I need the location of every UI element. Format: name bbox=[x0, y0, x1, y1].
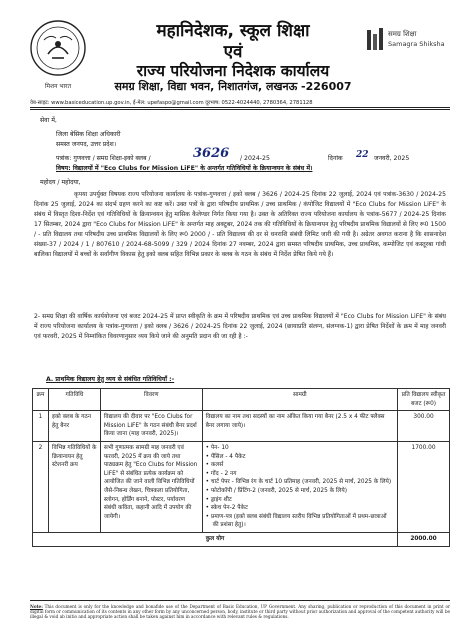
note-label: Note: bbox=[30, 604, 43, 609]
row-num: 1 bbox=[33, 411, 49, 442]
letter-subject: विषय: विद्यालयों में "Eco Clubs for Mission LiFE" के अन्तर्गत गतिविधियों के क्रियान्वयन के संबंध में। bbox=[56, 165, 313, 172]
office-title-line3: राज्य परियोजना निदेशक कार्यालय bbox=[136, 62, 330, 80]
material-item: • चार्ट पेपर - विभिन्न रंग के चार्ट 10 प्रतिमाह (जनवरी, 2025 से मार्च, 2025 के लिये) bbox=[206, 478, 394, 487]
column-header-activity: गतिविधि bbox=[48, 389, 100, 411]
material-item: • पेंसिल - 4 पैकेट bbox=[206, 453, 394, 462]
salutation: महोदय / महोदया, bbox=[40, 179, 81, 186]
row-materials bbox=[202, 441, 397, 532]
budget-table bbox=[32, 388, 450, 547]
row-amount: 1700.00 bbox=[398, 441, 450, 532]
recipient-line2: समस्त जनपद, उत्तर प्रदेश। bbox=[56, 141, 117, 148]
table-row bbox=[33, 411, 450, 442]
table-row bbox=[33, 441, 450, 532]
total-label: कुल योग bbox=[33, 532, 398, 546]
letterhead bbox=[0, 0, 466, 100]
row-num: 2 bbox=[33, 441, 49, 532]
footer-divider bbox=[30, 600, 450, 601]
note-text: This document is only for the knowledge and bonafide use of the Department of Basic Education, UP Government. Any sharing, publication or reproduction of this document in print or digital form or communication of its contents in any other form by any unconcerned person, body, institute or third party without prior authorization and approval of the competent authority will be illegal & void ab initio and appropriate action shall be taken against him in accordance with relevant rules & regulations. bbox=[30, 604, 450, 620]
header-divider bbox=[30, 107, 450, 108]
material-item: • फोटोकॉपी / प्रिंटिंग-2 (जनवरी, 2025 से मार्च, 2025 के लिये) bbox=[206, 487, 394, 496]
samagra-shiksha-subtitle: Samagra Shiksha bbox=[388, 40, 445, 48]
header-divider-thin bbox=[30, 109, 450, 110]
row-description: विद्यालय की दीवार पर "Eco Clubs for Mission LiFE" के गठन संबंधी बैनर प्रदर्श किया जाना (माह जनवरी, 2025)। bbox=[100, 411, 202, 442]
samagra-shiksha-title: समग्र शिक्षा bbox=[388, 30, 417, 38]
column-header-description: विवरण bbox=[100, 389, 202, 411]
date-suffix: जनवरी, 2025 bbox=[374, 155, 410, 162]
date-handwritten: 22 bbox=[356, 150, 369, 160]
row-description: सभी गुणात्मक सामग्री माह जनवरी एवं फरवरी, 2025 में क्रय की जाये तथा पाठ्यक्रम हेतु "Eco Clubs for Mission LiFE" से संबंधित प्रत्येक कार्यक्रम को आयोजित की जाने वाली विभिन्न गतिविधियों जैसे-निबन्ध लेखन, चित्रकला प्रतियोगिता, स्लोगन, होर्डिंग बनाने, पोस्टर, पर्यावरण संबंधी कविता, कहानी आदि में उपयोग की जायेगी। bbox=[100, 441, 202, 532]
total-amount: 2000.00 bbox=[398, 532, 450, 546]
table-total-row bbox=[33, 532, 450, 546]
addressee-greeting: सेवा में, bbox=[40, 117, 57, 124]
contact-line: वेब-साइट: www.basiceducation.up.gov.in, ई-मेल: upefaspo@gmail.com दूरभाष: 0522-4024440, 2780364, 2781128 bbox=[30, 100, 313, 106]
material-item: विद्यालय का नाम तथा सदस्यों का नाम अंकित किया गया बैनर (2.5 x 4 फीट फ्लैक्स बैनर लगाया जाये)। bbox=[205, 414, 385, 429]
material-item: • कलर्स bbox=[206, 461, 394, 470]
material-item: • प्रमाण-पत्र (इको क्लब संबंधी विद्यालय स्तरीय विभिन्न प्रतियोगिताओं में प्रथम-छात्राओं की प्रशंसा हेतु)। bbox=[206, 513, 394, 530]
material-item: • गोंद - 2 नग bbox=[206, 470, 394, 479]
paragraph-1: कृपया उपर्युक्त विषयक राज्य परियोजना कार्यालय के पत्रांक-गुणवत्ता / इको क्लब / 3626 / 2024-25 दिनांक 22 जुलाई, 2024 एवं पत्रांक-3630 / 2024-25 दिनांक 25 जुलाई, 2024 का संदर्भ ग्रहण करने का कष्ट करें। उक्त पत्रों के द्वारा परिषदीय प्राथमिक / उच्च प्राथमिक / कंपोजिट विद्यालयों में "Eco Clubs for Mission LiFE" के संबंध में विस्तृत दिशा-निर्देश एवं गतिविधियों के क्रियान्वयन हेतु मासिक कैलेण्डर निर्गत किया गया है। उक्त के अतिरिक्त राज्य परियोजना कार्यालय के पत्रांक-5677 / 2024-25 दिनांक 17 सितम्बर, 2024 द्वारा "Eco Clubs for Mission LiFE" के अन्तर्गत माह अक्टूबर, 2024 तक की गतिविधियों के क्रियान्वयन हेतु परिषदीय प्राथमिक विद्यालयों से लिए रू0 1500 / - प्रति विद्यालय तथा परिषदीय उच्च प्राथमिक विद्यालयों के लिए रू0 2000 / - प्रति विद्यालय की दर से धनराशि संबंधी लिमिट जारी की गयी है। अग्रेतर अवगत कराना है कि शासनादेश संख्या-37 / 2024 / 1 / 807610 / 2024-68-5099 / 329 / 2024 दिनांक 27 नवम्बर, 2024 द्वारा समस्त परिषदीय प्राथमिक, उच्च प्राथमिक, कम्पोजिट एवं कस्तूरबा गांधी बालिका विद्यालयों में बच्चों के सर्वांगीण विकास हेतु इको क्लब सहित विभिन्न प्रकार के क्लब के गठन के संबंध में निर्देश प्रेषित किये गये हैं। bbox=[34, 191, 446, 258]
material-item: • पेन- 10 bbox=[206, 444, 394, 453]
reference-suffix: / 2024-25 bbox=[240, 155, 270, 162]
samagra-shiksha-logo-icon bbox=[365, 26, 385, 54]
office-title-line2: एवं bbox=[223, 42, 243, 62]
date-prefix: दिनांक bbox=[328, 155, 343, 162]
material-item: • ड्राइंग शीट bbox=[206, 496, 394, 505]
column-header-material: सामग्री bbox=[202, 389, 397, 411]
office-address: समग्र शिक्षा, विद्या भवन, निशातगंज, लखनऊ -226007 bbox=[114, 80, 352, 93]
row-activity: इको क्लब के गठन हेतु बैनर bbox=[48, 411, 100, 442]
column-header-amount: प्रति विद्यालय स्वीकृत बजट (रू0) bbox=[398, 389, 450, 411]
row-materials bbox=[202, 411, 397, 442]
emblem-caption: मिशन भारत bbox=[44, 83, 72, 90]
paragraph-2: 2- समग्र शिक्षा की वार्षिक कार्ययोजना एवं बजट 2024-25 में प्राप्त स्वीकृति के क्रम में परिषदीय प्राथमिक एवं उच्च प्राथमिक विद्यालयों में "Eco Clubs for Mission LiFE" के संबंध में राज्य परियोजना कार्यालय के पत्रांक-गुणवत्ता / इको क्लब / 3626 / 2024-25 दिनांक 22 जुलाई, 2024 (छायाप्रति संलग्न, संलग्नक-1) द्वारा प्रेषित निर्देशों के क्रम में माह जनवरी एवं फरवरी, 2025 में निम्नांकित विवरणानुसार व्यय किये जाने की अनुमति प्रदान की जा रही है :- bbox=[34, 313, 446, 340]
table-caption: A. प्राथमिक विद्यालय हेतु व्यय से संबंधित गतिविधियाँ :- bbox=[46, 376, 175, 383]
materials-list bbox=[206, 444, 394, 530]
reference-number-handwritten: 3626 bbox=[193, 146, 230, 161]
material-item: • स्केच पेन-2 पैकेट bbox=[206, 504, 394, 513]
table-header-row bbox=[33, 389, 450, 411]
footer-note bbox=[30, 604, 450, 620]
row-activity: विभिन्न गतिविधियों के क्रियान्वयन हेतु स्टेशनरी क्रय bbox=[48, 441, 100, 532]
office-title-line1: महानिदेशक, स्कूल शिक्षा bbox=[156, 21, 310, 41]
up-government-emblem-icon bbox=[30, 20, 86, 76]
recipient-line1: जिला बेसिक शिक्षा अधिकारी bbox=[56, 131, 121, 138]
column-header-num: क्रम bbox=[33, 389, 49, 411]
row-amount: 300.00 bbox=[398, 411, 450, 442]
reference-prefix: पत्रांक: गुणवत्ता / समग्र शिक्षा-इको क्लब / bbox=[56, 155, 151, 162]
